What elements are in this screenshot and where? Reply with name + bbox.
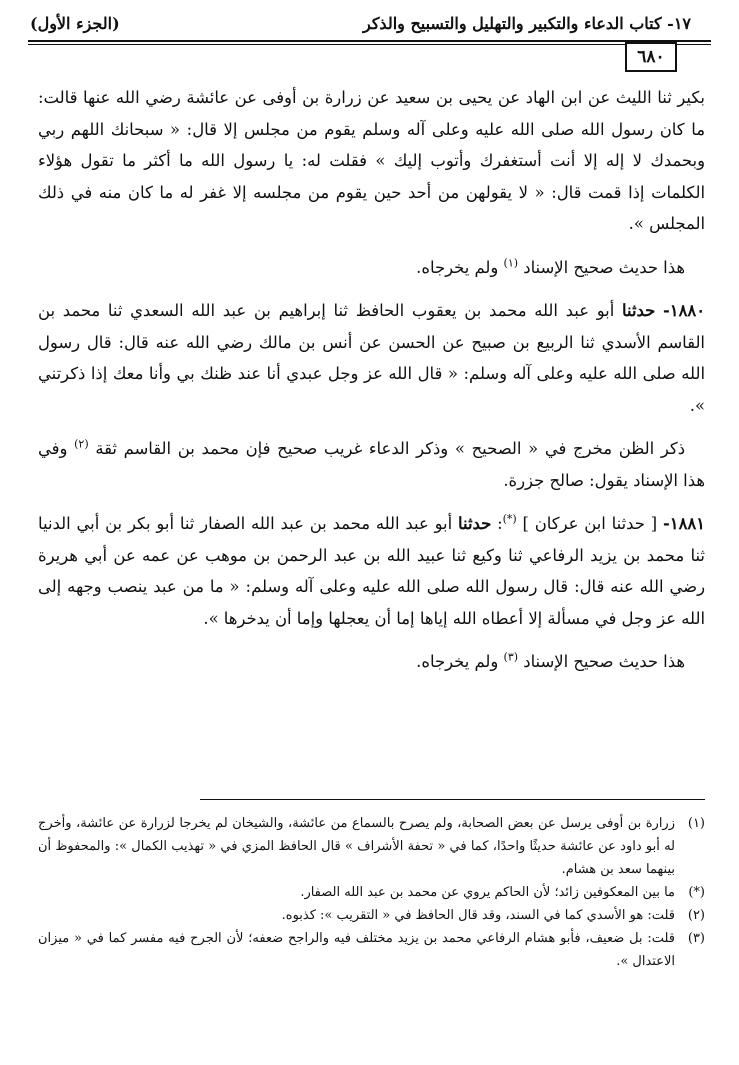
grading-text-end: ولم يخرجاه. <box>416 652 499 671</box>
grading-text: هذا حديث صحيح الإسناد <box>523 652 685 671</box>
bracketed-addition: [ حدثنا ابن عركان ] <box>522 514 658 533</box>
haddathana-keyword: حدثنا <box>622 301 656 320</box>
footnote-ref-1: (١) <box>503 256 519 270</box>
hadith-text: أبو عبد الله محمد بن عبد الله الصفار ثنا أبو بكر بن أبي الدنيا ثنا محمد بن يزيد الرفاعي ثنا وكيع ثنا عبيد الله بن عبد الرحمن بن موهب عن عمه عن أبي هريرة رضي الله عنه قال: قال رسول الله صلى الله عليه وعلى آله وسلم: « ما من عبد ينصب وجهه إلى الله عز وجل في مسألة إلا أعطاه الله إياها إما أن يعجلها وإما أن يدخرها ». <box>38 514 705 628</box>
commentary-paragraph <box>38 433 705 496</box>
haddathana-keyword: حدثنا <box>458 514 492 533</box>
footnote-ref-star: (*) <box>502 512 517 526</box>
footnote-mark: (٢) <box>687 908 705 923</box>
hadith-number: ١٨٨١- <box>662 514 705 533</box>
hadith-1881: ١٨٨١- [ حدثنا ابن عركان ] (*): حدثنا أبو عبد الله محمد بن عبد الله الصفار ثنا أبو بكر بن أبي الدنيا ثنا محمد بن يزيد الرفاعي ثنا وكيع ثنا عبيد الله بن عبد الرحمن بن موهب عن عمه عن أبي هريرة رضي الله عنه قال: قال رسول الله صلى الله عليه وعلى آله وسلم: « ما من عبد ينصب وجهه إلى الله عز وجل في مسألة إلا أعطاه الله إياها إما أن يعجلها وإما أن يدخرها ». <box>38 512 705 628</box>
footnote <box>38 904 705 927</box>
grading-paragraph-1 <box>38 252 705 284</box>
footnote-mark: (١) <box>687 816 705 831</box>
grading-text-end: ولم يخرجاه. <box>416 257 499 277</box>
footnote-ref-3: (٣) <box>503 650 519 664</box>
footnote-mark: (*) <box>688 885 705 900</box>
grading-text: هذا حديث صحيح الإسناد <box>523 257 685 277</box>
hadith-1880 <box>38 295 705 421</box>
grading-paragraph-2 <box>38 646 705 678</box>
footnotes <box>38 812 705 973</box>
footnote-ref-2: (٢) <box>74 437 89 451</box>
footnote-separator <box>200 799 705 800</box>
header-rule <box>28 40 711 42</box>
running-header <box>28 14 711 48</box>
footnote-text: ما بين المعكوفين زائد؛ لأن الحاكم يروي عن محمد بن عبد الله الصفار. <box>300 885 675 900</box>
footnote <box>38 812 705 881</box>
footnote <box>38 881 705 904</box>
header-rule-thin <box>28 44 711 45</box>
hadith-number: ١٨٨٠- <box>662 301 706 320</box>
page-number: ٦٨٠ <box>625 42 677 72</box>
paragraph-continuation: بكير ثنا الليث عن ابن الهاد عن يحيى بن سعيد عن زرارة بن أوفى عن عائشة رضي الله عنها قالت: ما كان رسول الله صلى الله عليه وعلى آله وسلم يقوم من مجلس إلا قال: « سبحانك اللهم ربي وبحمدك لا إله إلا أنت أستغفرك وأتوب إليك » فقلت له: يا رسول الله ما أكثر ما تقول هؤلاء الكلمات إذا قمت قال: « لا يقولهن من أحد حين يقوم من مجلسه إلا غفر له ما كان منه في ذلك المجلس ». <box>38 88 705 233</box>
footnote <box>38 927 705 973</box>
main-text <box>38 82 705 678</box>
footnote-text: زرارة بن أوفى يرسل عن بعض الصحابة، ولم يصرح بالسماع من عائشة، والشيخان لم يخرجا لزرارة عن عائشة، وأخرج له أبو داود عن عائشة حديثًا واحدًا، كما في « تحفة الأشراف » قال الحافظ المزي في « تهذيب الكمال »: والمحفوظ أن بينهما سعد بن هشام. <box>38 816 675 877</box>
commentary-text-end: وفي هذا الإسناد يقول: صالح جزرة. <box>38 439 705 490</box>
commentary-text: ذكر الظن مخرج في « الصحيح » وذكر الدعاء غريب صحيح فإن محمد بن القاسم ثقة <box>95 439 685 458</box>
footnote-mark: (٣) <box>687 931 705 946</box>
volume-label: (الجزء الأول) <box>30 14 120 33</box>
footnote-text: قلت: هو الأسدي كما في السند، وقد قال الحافظ في « التقريب »: كذبوه. <box>281 908 675 923</box>
footnote-text: قلت: بل ضعيف، فأبو هشام الرفاعي محمد بن يزيد مختلف فيه والراجح ضعفه؛ لأن الجرح فيه مفسر كما في « ميزان الاعتدال ». <box>38 931 675 969</box>
hadith-text: أبو عبد الله محمد بن يعقوب الحافظ ثنا إبراهيم بن عبد الله السعدي ثنا محمد بن القاسم الأسدي ثنا الربيع بن صبيح عن الحسن عن أنس بن مالك رضي الله عنه قال: قال رسول الله صلى الله عليه وعلى آله وسلم: « قال الله عز وجل عبدي أنا عند ظنك بي وأنا معك إذا ذكرتني ». <box>38 301 705 415</box>
chapter-title: ١٧- كتاب الدعاء والتكبير والتهليل والتسبيح والذكر <box>362 14 691 33</box>
